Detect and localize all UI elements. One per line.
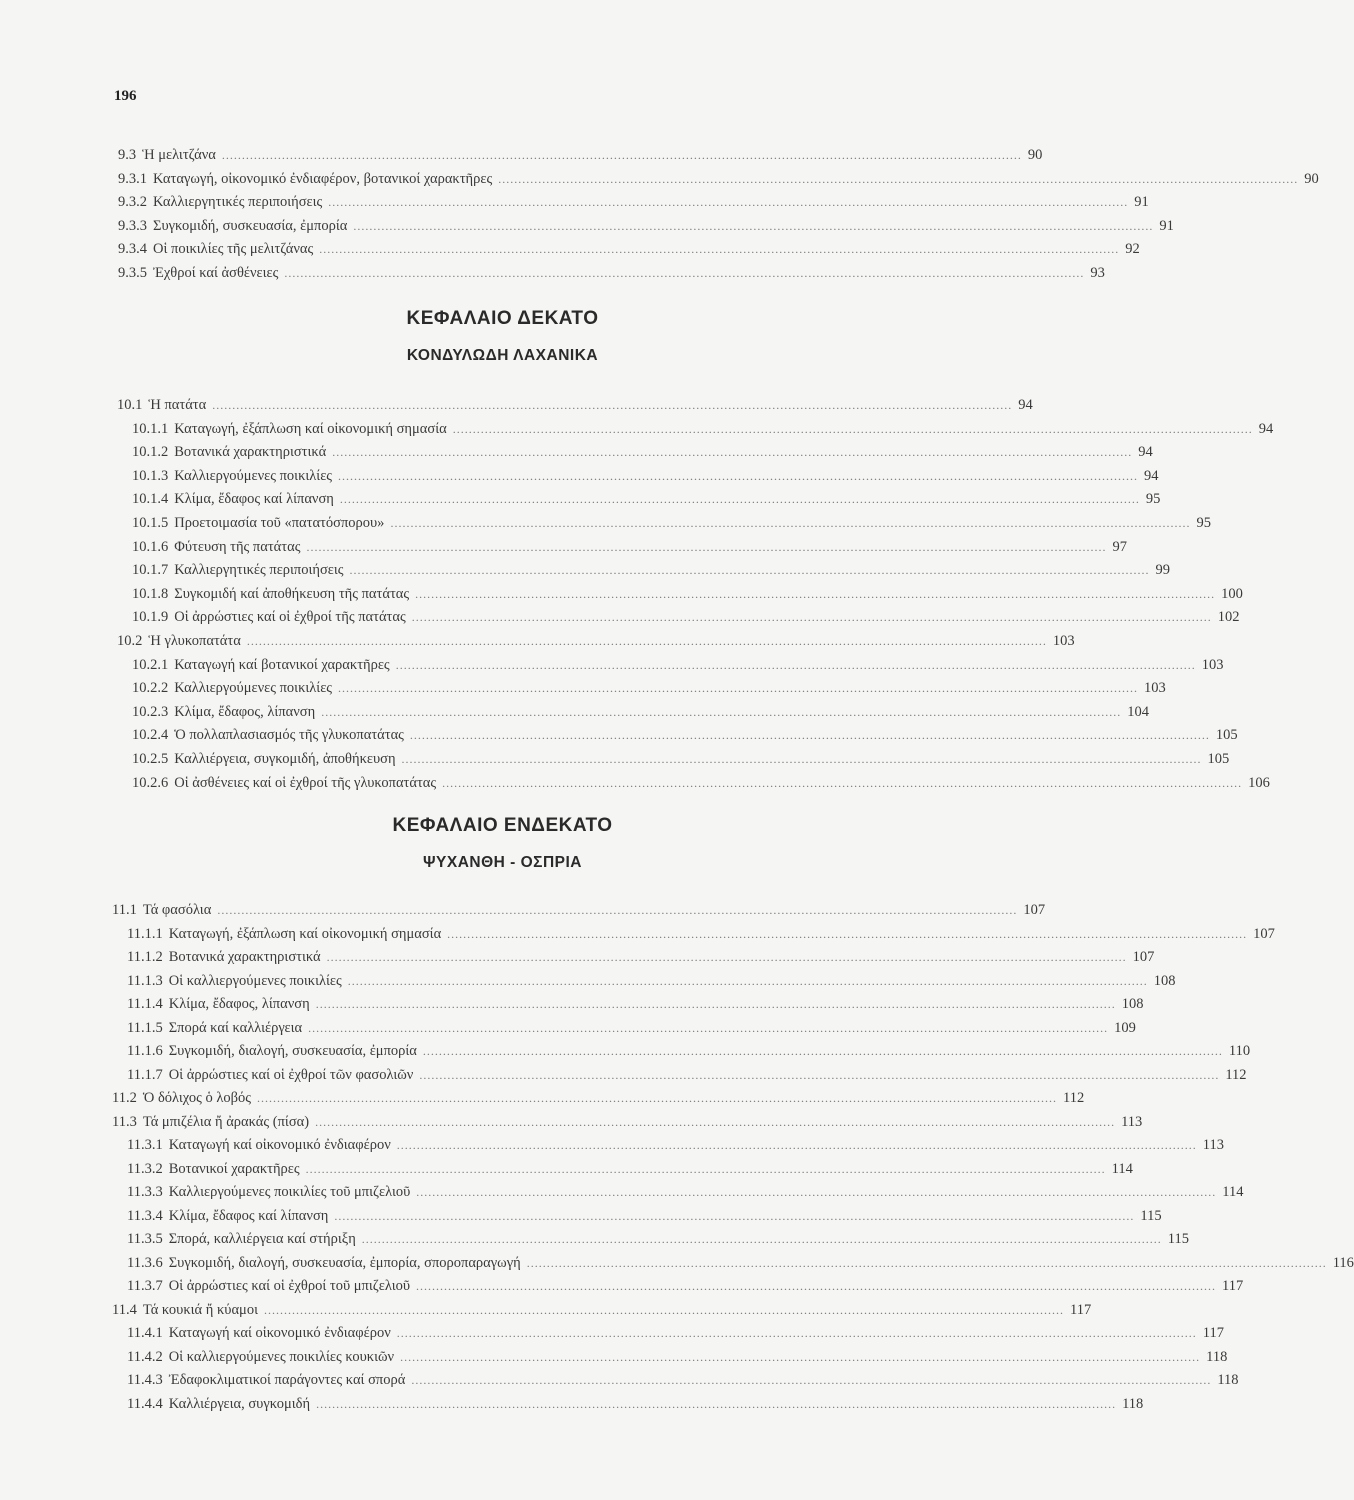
toc-entry-title: Κλίμα, ἔδαφος, λίπανση — [168, 996, 310, 1012]
dot-leader: ........................................................................................................................................................................................................ — [396, 1326, 1197, 1340]
toc-entry — [118, 215, 1174, 237]
toc-entry — [132, 441, 1153, 463]
chapter-10-subtitle: ΚΟΝΔΥΛΩΔΗ ΛΑΧΑΝΙΚΑ — [406, 347, 599, 364]
page-number: 196 — [114, 88, 137, 104]
toc-entry-number: 11.1.6 — [127, 1043, 163, 1059]
dot-leader: ........................................................................................................................................................................................................ — [338, 681, 1139, 696]
toc-entry-page: 115 — [1167, 1231, 1190, 1247]
toc-entry-title: Καταγωγή, ἐξάπλωση καί οἰκονομική σημασία — [174, 420, 447, 437]
toc-entry-number: 10.2 — [117, 633, 143, 649]
toc-entry-page: 97 — [1112, 538, 1127, 555]
toc-entry-title: Οἱ καλλιεργούμενες ποικιλίες κουκιῶν — [168, 1348, 395, 1365]
toc-entry-number: 11.1.5 — [127, 1019, 163, 1036]
toc-entry-title: Οἱ ἀρρώστιες καί οἱ ἐχθροί τῆς πατάτας — [174, 609, 406, 626]
toc-entry-page: 92 — [1125, 241, 1140, 258]
toc-entry-number: 11.3.2 — [127, 1160, 163, 1177]
toc-entry — [132, 465, 1159, 487]
dot-leader: ........................................................................................................................................................................................................ — [246, 634, 1047, 648]
toc-entry-number: 10.1.2 — [132, 444, 169, 461]
toc-entry-title: Ἡ πατάτα — [148, 397, 207, 413]
toc-entry-page: 100 — [1221, 585, 1243, 602]
toc-entry-page: 94 — [1258, 420, 1274, 437]
toc-entry-title: Καλλιεργητικές περιποιήσεις — [153, 194, 323, 211]
toc-entry-number: 10.2.4 — [132, 727, 169, 744]
toc-entry-title: Τά μπιζέλια ἤ ἀρακάς (πίσα) — [142, 1113, 310, 1130]
dot-leader: ........................................................................................................................................................................................................ — [257, 1091, 1058, 1105]
toc-entry-title: Οἱ ἀρρώστιες καί οἱ ἐχθροί τῶν φασολιῶν — [168, 1066, 414, 1083]
toc-entry — [118, 191, 1149, 213]
toc-entry-title: Τά φασόλια — [142, 902, 212, 918]
toc-entry — [112, 899, 1046, 921]
toc-entry-page: 104 — [1127, 703, 1149, 720]
toc-entry-page: 117 — [1202, 1325, 1224, 1341]
toc-entry — [112, 1299, 1092, 1321]
toc-entry — [127, 1205, 1162, 1227]
chapter-11-subtitle: ΨΥΧΑΝΘΗ - ΟΣΠΡΙΑ — [422, 854, 583, 871]
toc-entry — [132, 701, 1149, 723]
toc-entry-title: Καταγωγή καί οἰκονομικό ἐνδιαφέρον — [168, 1325, 391, 1341]
toc-entry-title: Καλλιεργούμενες ποικιλίες — [174, 467, 333, 484]
toc-entry-page: 95 — [1145, 491, 1161, 508]
toc-entry-page: 94 — [1144, 467, 1159, 484]
toc-entry-page: 103 — [1144, 680, 1166, 697]
toc-entry-title: Οἱ ἀρρώστιες καί οἱ ἐχθροί τοῦ μπιζελιοῦ — [168, 1278, 411, 1294]
toc-entry-page: 108 — [1153, 972, 1176, 989]
dot-leader: ........................................................................................................................................................................................................ — [349, 563, 1150, 578]
toc-entry-title: Φύτευση τῆς πατάτας — [174, 538, 301, 555]
toc-entry-page: 107 — [1132, 949, 1155, 965]
toc-entry — [127, 1393, 1144, 1415]
toc-entry-page: 91 — [1159, 217, 1174, 234]
toc-entry-page: 112 — [1225, 1066, 1247, 1083]
dot-leader: ........................................................................................................................................................................................................ — [526, 1255, 1327, 1270]
toc-entry-page: 94 — [1138, 444, 1153, 461]
toc-entry-page: 99 — [1155, 562, 1171, 579]
dot-leader: ........................................................................................................................................................................................................ — [416, 1279, 1217, 1293]
dot-leader: ........................................................................................................................................................................................................ — [212, 398, 1013, 412]
toc-entry — [127, 1064, 1247, 1086]
toc-entry-number: 9.3.5 — [118, 265, 147, 281]
toc-entry — [117, 630, 1075, 652]
dot-leader: ........................................................................................................................................................................................................ — [419, 1067, 1220, 1082]
toc-entry-title: Καταγωγή καί βοτανικοί χαρακτῆρες — [174, 656, 390, 673]
dot-leader: ........................................................................................................................................................................................................ — [321, 704, 1122, 719]
dot-leader: ........................................................................................................................................................................................................ — [347, 973, 1148, 988]
toc-entry-title: Βοτανικά χαρακτηριστικά — [174, 444, 327, 461]
toc-entry-number: 11.1.7 — [127, 1066, 163, 1083]
dot-leader: ........................................................................................................................................................................................................ — [409, 728, 1210, 743]
toc-entry — [132, 512, 1211, 534]
toc-entry-number: 10.2.1 — [132, 656, 169, 673]
toc-entry-number: 11.2 — [112, 1090, 137, 1106]
toc-entry-page: 118 — [1206, 1348, 1228, 1365]
toc-entry — [132, 748, 1230, 770]
toc-entry-number: 9.3.4 — [118, 241, 147, 258]
toc-entry — [118, 144, 1043, 166]
toc-entry-title: Κλίμα, ἔδαφος, λίπανση — [174, 703, 316, 720]
toc-entry-page: 107 — [1023, 902, 1046, 918]
dot-leader: ........................................................................................................................................................................................................ — [353, 218, 1154, 233]
toc-entry — [118, 238, 1140, 260]
toc-entry-title: Σπορά, καλλιέργεια καί στήριξη — [168, 1231, 356, 1247]
dot-leader: ........................................................................................................................................................................................................ — [411, 610, 1212, 625]
toc-entry-number: 10.2.5 — [132, 751, 169, 767]
toc-entry — [127, 1017, 1136, 1039]
toc-entry-number: 11.3.1 — [127, 1137, 163, 1153]
toc-entry — [132, 418, 1274, 440]
toc-entry-page: 117 — [1222, 1278, 1244, 1294]
dot-leader: ........................................................................................................................................................................................................ — [308, 1020, 1109, 1035]
dot-leader: ........................................................................................................................................................................................................ — [400, 1349, 1201, 1364]
dot-leader: ........................................................................................................................................................................................................ — [334, 1208, 1135, 1223]
toc-entry-number: 11.1.1 — [127, 925, 163, 942]
toc-entry-page: 107 — [1253, 925, 1275, 942]
toc-entry-number: 10.1.4 — [132, 491, 169, 508]
toc-entry-page: 105 — [1207, 751, 1230, 767]
toc-entry — [127, 1040, 1251, 1062]
toc-entry-number: 10.1.3 — [132, 467, 169, 484]
toc-entry-page: 118 — [1217, 1372, 1239, 1388]
toc-entry-number: 9.3.1 — [118, 170, 147, 187]
dot-leader: ........................................................................................................................................................................................................ — [401, 752, 1202, 766]
toc-entry — [132, 536, 1127, 558]
toc-entry-title: Ἐδαφοκλιματικοί παράγοντες καί σπορά — [168, 1372, 406, 1388]
toc-entry-title: Βοτανικά χαρακτηριστικά — [168, 949, 321, 965]
toc-entry-number: 10.2.6 — [132, 774, 169, 791]
toc-entry-title: Ὁ δόλιχος ὁ λοβός — [142, 1090, 252, 1106]
toc-entry-title: Συγκομιδή, συσκευασία, ἐμπορία — [153, 217, 348, 234]
toc-entry-page: 113 — [1202, 1137, 1224, 1153]
toc-entry-number: 9.3.2 — [118, 194, 147, 211]
dot-leader: ........................................................................................................................................................................................................ — [452, 421, 1253, 436]
dot-leader: ........................................................................................................................................................................................................ — [264, 1302, 1064, 1317]
toc-entry-page: 103 — [1201, 656, 1224, 673]
toc-entry-number: 11.3.7 — [127, 1278, 163, 1294]
toc-entry-title: Τά κουκιά ἤ κύαμοι — [142, 1301, 258, 1318]
toc-entry-page: 103 — [1052, 633, 1075, 649]
toc-entry-page: 110 — [1228, 1043, 1251, 1059]
toc-entry-page: 90 — [1304, 170, 1319, 187]
toc-entry-page: 109 — [1114, 1019, 1136, 1036]
dot-leader: ........................................................................................................................................................................................................ — [395, 657, 1196, 672]
toc-entry — [132, 583, 1243, 605]
toc-entry — [127, 993, 1144, 1015]
toc-entry — [132, 654, 1224, 676]
toc-entry-page: 114 — [1111, 1160, 1133, 1177]
toc-entry-number: 10.2.3 — [132, 703, 169, 720]
toc-entry-page: 117 — [1070, 1301, 1092, 1318]
toc-entry-title: Προετοιμασία τοῦ «πατατόσπορου» — [174, 515, 385, 531]
toc-entry — [127, 946, 1155, 968]
toc-entry-page: 108 — [1121, 996, 1144, 1012]
toc-entry-page: 93 — [1090, 265, 1105, 281]
dot-leader: ........................................................................................................................................................................................................ — [422, 1044, 1223, 1058]
toc-entry-title: Ὁ πολλαπλασιασμός τῆς γλυκοπατάτας — [174, 727, 404, 744]
toc-entry — [127, 1346, 1228, 1368]
toc-entry-number: 11.1.4 — [127, 996, 163, 1012]
dot-leader: ........................................................................................................................................................................................................ — [319, 242, 1120, 257]
toc-entry-number: 9.3.3 — [118, 217, 147, 234]
chapter-11-title: ΚΕΦΑΛΑΙΟ ΕΝΔΕΚΑΤΟ — [392, 815, 613, 836]
dot-leader: ........................................................................................................................................................................................................ — [305, 1161, 1106, 1176]
toc-entry-title: Συγκομιδή καί ἀποθήκευση τῆς πατάτας — [174, 585, 410, 602]
toc-entry-title: Ἐχθροί καί ἀσθένειες — [153, 265, 279, 281]
dot-leader: ........................................................................................................................................................................................................ — [306, 539, 1107, 554]
toc-entry-number: 10.1.5 — [132, 515, 169, 531]
toc-entry-title: Καλλιεργούμενες ποικιλίες — [174, 680, 333, 697]
dot-leader: ........................................................................................................................................................................................................ — [498, 171, 1299, 186]
toc-entry — [127, 1369, 1239, 1391]
dot-leader: ........................................................................................................................................................................................................ — [396, 1138, 1197, 1152]
toc-entry-page: 91 — [1134, 194, 1149, 211]
toc-entry — [117, 394, 1033, 416]
toc-entry — [127, 1252, 1354, 1274]
toc-entry-number: 11.3.6 — [127, 1254, 163, 1271]
toc-entry — [118, 262, 1105, 284]
toc-entry-number: 10.1.6 — [132, 538, 169, 555]
toc-entry-title: Καταγωγή, ἐξάπλωση καί οἰκονομική σημασία — [168, 925, 442, 942]
toc-entry-title: Κλίμα, ἔδαφος καί λίπανση — [168, 1207, 329, 1224]
toc-entry-number: 11.1.2 — [127, 949, 163, 965]
toc-entry — [132, 772, 1270, 794]
toc-entry-page: 116 — [1332, 1254, 1354, 1271]
toc-entry — [118, 168, 1319, 190]
toc-entry — [112, 1087, 1085, 1109]
toc-entry — [127, 1158, 1133, 1180]
toc-entry-title: Οἱ ποικιλίες τῆς μελιτζάνας — [153, 241, 314, 258]
dot-leader: ........................................................................................................................................................................................................ — [332, 445, 1133, 460]
toc-entry — [127, 1275, 1244, 1297]
toc-entry-title: Ἡ γλυκοπατάτα — [148, 633, 241, 649]
toc-entry-page: 112 — [1063, 1090, 1085, 1106]
toc-entry-number: 10.2.2 — [132, 680, 169, 697]
toc-entry-number: 10.1.8 — [132, 585, 169, 602]
toc-entry-page: 102 — [1217, 609, 1240, 626]
toc-entry-number: 9.3 — [118, 147, 137, 163]
toc-entry-title: Συγκομιδή, διαλογή, συσκευασία, ἐμπορία, σποροπαραγωγή — [168, 1254, 521, 1271]
dot-leader: ........................................................................................................................................................................................................ — [447, 926, 1248, 941]
toc-entry-number: 11.4 — [112, 1301, 137, 1318]
toc-entry-number: 10.1.7 — [132, 562, 169, 579]
dot-leader: ........................................................................................................................................................................................................ — [390, 516, 1191, 530]
toc-entry-title: Βοτανικοί χαρακτῆρες — [168, 1160, 300, 1177]
toc-entry-number: 11.4.3 — [127, 1372, 163, 1388]
toc-entry-title: Καλλιέργεια, συγκομιδή — [168, 1395, 311, 1412]
toc-entry — [127, 970, 1176, 992]
toc-entry-title: Καλλιεργούμενες ποικιλίες τοῦ μπιζελιοῦ — [168, 1184, 411, 1200]
toc-entry-title: Σπορά καί καλλιέργεια — [168, 1019, 303, 1036]
toc-entry-title: Καταγωγή, οἰκονομικό ἐνδιαφέρον, βοτανικοί χαρακτῆρες — [153, 170, 493, 187]
dot-leader: ........................................................................................................................................................................................................ — [217, 903, 1018, 917]
toc-entry-page: 94 — [1018, 397, 1033, 413]
toc-entry-page: 106 — [1248, 774, 1270, 791]
toc-entry — [132, 559, 1171, 581]
toc-entry-title: Οἱ καλλιεργούμενες ποικιλίες — [168, 972, 342, 989]
dot-leader: ........................................................................................................................................................................................................ — [415, 586, 1216, 601]
toc-entry — [132, 677, 1166, 699]
toc-entry-page: 105 — [1215, 727, 1238, 744]
toc-entry-number: 11.1 — [112, 902, 137, 918]
toc-entry — [127, 923, 1275, 945]
toc-entry-number: 11.4.4 — [127, 1395, 163, 1412]
toc-entry-page: 113 — [1121, 1113, 1143, 1130]
toc-entry-number: 11.3.5 — [127, 1231, 163, 1247]
toc-entry-number: 11.4.1 — [127, 1325, 163, 1341]
toc-entry-page: 90 — [1027, 147, 1043, 163]
toc-entry-title: Καταγωγή καί οἰκονομικό ἐνδιαφέρον — [168, 1137, 391, 1153]
toc-entry — [127, 1322, 1224, 1344]
toc-entry — [127, 1134, 1224, 1156]
toc-entry-page: 118 — [1122, 1395, 1144, 1412]
toc-entry-number: 10.1 — [117, 397, 143, 413]
dot-leader: ........................................................................................................................................................................................................ — [338, 468, 1139, 483]
toc-entry-number: 11.3.4 — [127, 1207, 163, 1224]
toc-entry — [127, 1181, 1244, 1203]
toc-entry-number: 11.3 — [112, 1113, 137, 1130]
toc-entry-number: 11.1.3 — [127, 972, 163, 989]
toc-entry-number: 10.1.9 — [132, 609, 169, 626]
dot-leader: ........................................................................................................................................................................................................ — [416, 1185, 1217, 1199]
toc-entry-title: Συγκομιδή, διαλογή, συσκευασία, ἐμπορία — [168, 1043, 417, 1059]
dot-leader: ........................................................................................................................................................................................................ — [315, 1114, 1116, 1129]
dot-leader: ........................................................................................................................................................................................................ — [442, 775, 1243, 790]
dot-leader: ........................................................................................................................................................................................................ — [221, 148, 1022, 162]
toc-entry-number: 11.4.2 — [127, 1348, 163, 1365]
toc-entry — [132, 724, 1238, 746]
toc-entry-title: Καλλιέργεια, συγκομιδή, ἀποθήκευση — [174, 751, 396, 767]
dot-leader: ........................................................................................................................................................................................................ — [315, 997, 1116, 1011]
dot-leader: ........................................................................................................................................................................................................ — [316, 1396, 1117, 1411]
dot-leader: ........................................................................................................................................................................................................ — [328, 195, 1129, 210]
toc-entry — [132, 606, 1240, 628]
toc-entry-page: 115 — [1140, 1207, 1162, 1224]
toc-entry-number: 10.1.1 — [132, 420, 169, 437]
toc-entry — [112, 1111, 1143, 1133]
dot-leader: ........................................................................................................................................................................................................ — [284, 266, 1085, 280]
dot-leader: ........................................................................................................................................................................................................ — [326, 950, 1127, 964]
toc-entry — [132, 488, 1161, 510]
dot-leader: ........................................................................................................................................................................................................ — [361, 1232, 1162, 1246]
dot-leader: ........................................................................................................................................................................................................ — [339, 492, 1140, 507]
toc-entry-title: Ἡ μελιτζάνα — [142, 147, 216, 163]
toc-entry-title: Κλίμα, ἔδαφος καί λίπανση — [174, 491, 334, 508]
toc-entry-title: Καλλιεργητικές περιποιήσεις — [174, 562, 344, 579]
chapter-10-title: ΚΕΦΑΛΑΙΟ ΔΕΚΑΤΟ — [406, 308, 599, 329]
toc-entry — [127, 1228, 1190, 1250]
toc-entry-number: 11.3.3 — [127, 1184, 163, 1200]
toc-entry-page: 95 — [1196, 515, 1211, 531]
toc-entry-page: 114 — [1222, 1184, 1244, 1200]
toc-entry-title: Οἱ ἀσθένειες καί οἱ ἐχθροί τῆς γλυκοπατάτας — [174, 774, 437, 791]
dot-leader: ........................................................................................................................................................................................................ — [411, 1373, 1212, 1387]
